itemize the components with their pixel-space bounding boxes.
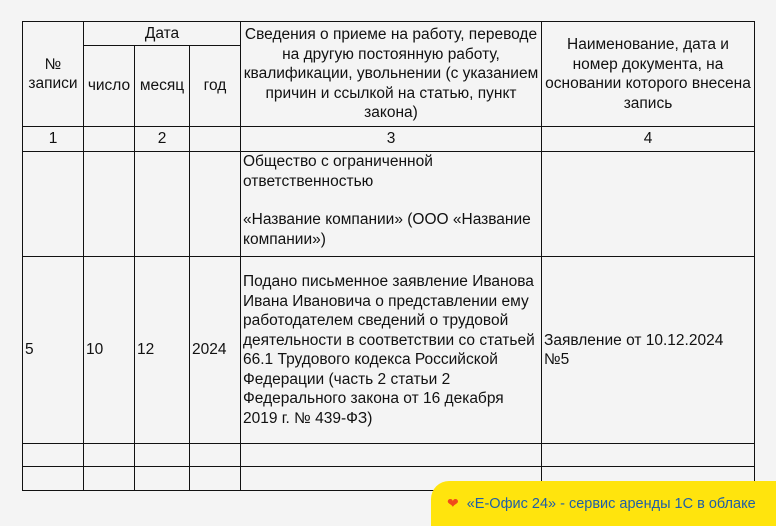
heart-icon: ❤ bbox=[447, 495, 459, 511]
header-year: год bbox=[190, 46, 241, 127]
table-row bbox=[23, 257, 755, 444]
header-date: Дата bbox=[84, 22, 241, 46]
row-info: Общество с ограниченной ответственностью «Название компании» (ООО «Название компании») bbox=[241, 152, 542, 257]
employment-record-table bbox=[22, 21, 755, 491]
row-day: 10 bbox=[84, 257, 135, 444]
row-month: 12 bbox=[135, 257, 190, 444]
col-number-4: 4 bbox=[542, 127, 755, 152]
col-number-3: 3 bbox=[241, 127, 542, 152]
col-number-2: 2 bbox=[135, 127, 190, 152]
promo-banner[interactable] bbox=[431, 481, 776, 526]
col-number-1: 1 bbox=[23, 127, 84, 152]
header-document: Наименование, дата и номер документа, на основании которого внесена запись bbox=[542, 22, 755, 127]
row-number: 5 bbox=[23, 257, 84, 444]
header-month: месяц bbox=[135, 46, 190, 127]
header-day: число bbox=[84, 46, 135, 127]
row-year: 2024 bbox=[190, 257, 241, 444]
row-document: Заявление от 10.12.2024 №5 bbox=[542, 257, 755, 444]
row-info: Подано письменное заявление Иванова Ивана Ивановича о представлении ему работодателем сведений о трудовой деятельности в соответствии со статьей 66.1 Трудового кодекса Российской Федерации (часть 2 статьи 2 Федерального закона от 16 декабря 2019 г. № 439-ФЗ) bbox=[241, 257, 542, 444]
table-row bbox=[23, 152, 755, 257]
header-record-number: № записи bbox=[23, 22, 84, 127]
banner-text[interactable]: «Е-Офис 24» - сервис аренды 1С в облаке bbox=[466, 495, 756, 512]
table-row bbox=[23, 444, 755, 467]
header-info: Сведения о приеме на работу, переводе на другую постоянную работу, квалификации, увольнении (с указанием причин и ссылкой на статью, пункт закона) bbox=[241, 22, 542, 127]
